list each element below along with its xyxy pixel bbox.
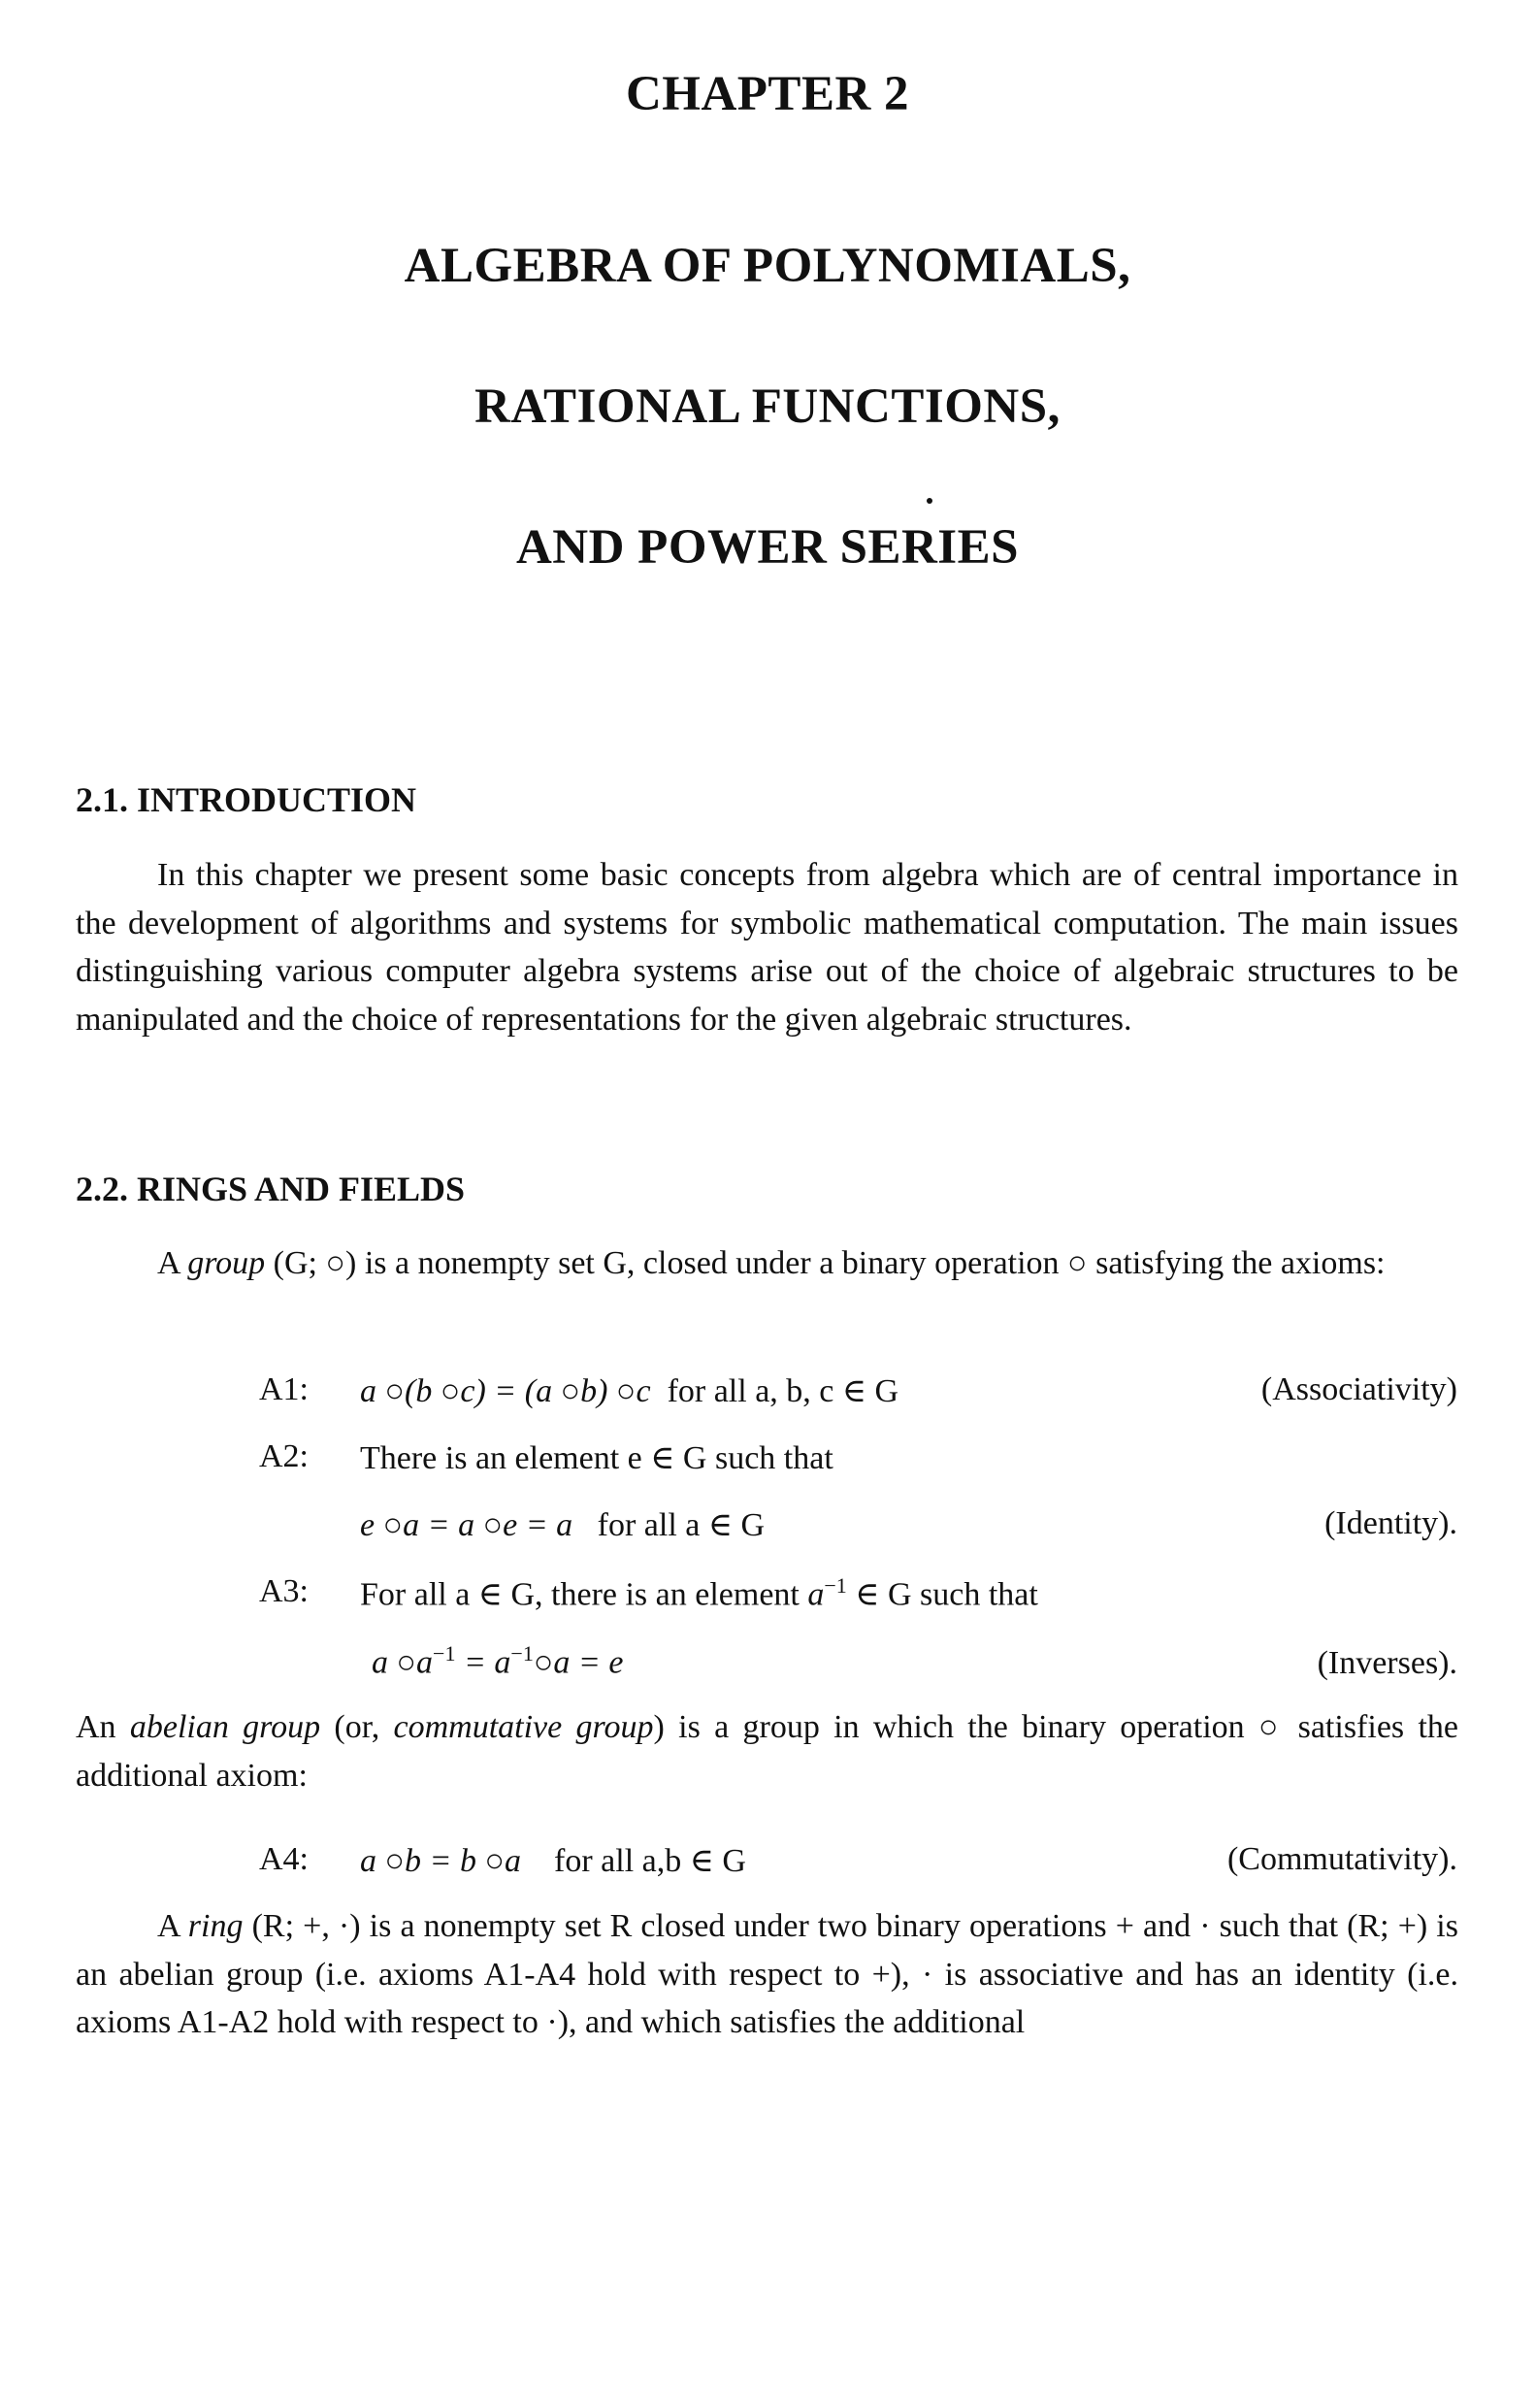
axiom-a1-formula: a ○(b ○c) = (a ○b) ○c xyxy=(360,1373,651,1409)
axiom-a2-label: A2: xyxy=(259,1438,309,1474)
chapter-title-line-2: RATIONAL FUNCTIONS, xyxy=(474,379,1061,434)
axiom-a3-label: A3: xyxy=(259,1573,309,1609)
chapter-title-line-3: AND POWER SERIES xyxy=(515,520,1020,575)
axiom-a1-label: A1: xyxy=(259,1371,309,1407)
axiom-a4-name: (Commutativity). xyxy=(1226,1841,1457,1877)
axiom-a4-statement: a ○b = b ○a for all a,b ∈ G xyxy=(360,1843,746,1879)
abelian-group-definition: An abelian group (or, commutative group) is a group in which the binary operation ○ satisfies the additional axiom: xyxy=(76,1709,1458,1794)
term-abelian-group: abelian group xyxy=(129,1709,321,1745)
axiom-a2-formula: e ○a = a ○e = a xyxy=(360,1507,573,1543)
axiom-a3-line-1: For all a ∈ G, there is an element $a^{-1}$ ∈ G such that xyxy=(360,1573,1038,1613)
axiom-a2-name: (Identity). xyxy=(1324,1505,1457,1541)
chapter-label: CHAPTER 2 xyxy=(625,67,910,121)
chapter-title-line-1: ALGEBRA OF POLYNOMIALS, xyxy=(404,239,1131,293)
axiom-a1-name: (Associativity) xyxy=(1260,1371,1457,1407)
axiom-a2-line-1: There is an element e ∈ G such that xyxy=(360,1440,833,1476)
axiom-a3-formula: a $○a^{-1}$ = $a^{-1}○a = e$ xyxy=(372,1641,624,1681)
axiom-a3-name: (Inverses). xyxy=(1317,1645,1457,1681)
section-heading-introduction: 2.1. INTRODUCTION xyxy=(76,780,417,819)
axiom-a1-statement: a ○(b ○c) = (a ○b) ○c for all a, b, c ∈ G xyxy=(360,1373,899,1409)
axiom-a4-label: A4: xyxy=(259,1841,309,1877)
axiom-a2-statement: e ○a = a ○e = a for all a ∈ G xyxy=(360,1507,766,1543)
group-definition: A group (G; ○) is a nonempty set G, closed under a binary operation ○ satisfying the axioms: xyxy=(157,1245,1386,1281)
term-ring: ring xyxy=(187,1908,244,1944)
term-group: group xyxy=(187,1245,266,1281)
axiom-a4-formula: a ○b = b ○a xyxy=(360,1843,522,1879)
ring-definition: A ring (R; +, ·) is a nonempty set R closed under two binary operations + and · such that (R; +) is an abelian group (i.e. axioms A1-A4 hold with respect to +), · is associative and has an identity (i.e. axioms A1-A2 hold with respect to ·), and which satisfies the additional xyxy=(76,1908,1458,2040)
term-commutative-group: commutative group xyxy=(393,1709,654,1745)
section-heading-rings-and-fields: 2.2. RINGS AND FIELDS xyxy=(76,1170,466,1208)
introduction-paragraph: In this chapter we present some basic concepts from algebra which are of central importance in the development of algorithms and systems for symbolic mathematical computation. The main issues distinguishing various computer algebra systems arise out of the choice of algebraic structures to be manipulated and the choice of representations for the given algebraic structures. xyxy=(76,857,1458,1038)
decorative-dot xyxy=(927,498,932,504)
